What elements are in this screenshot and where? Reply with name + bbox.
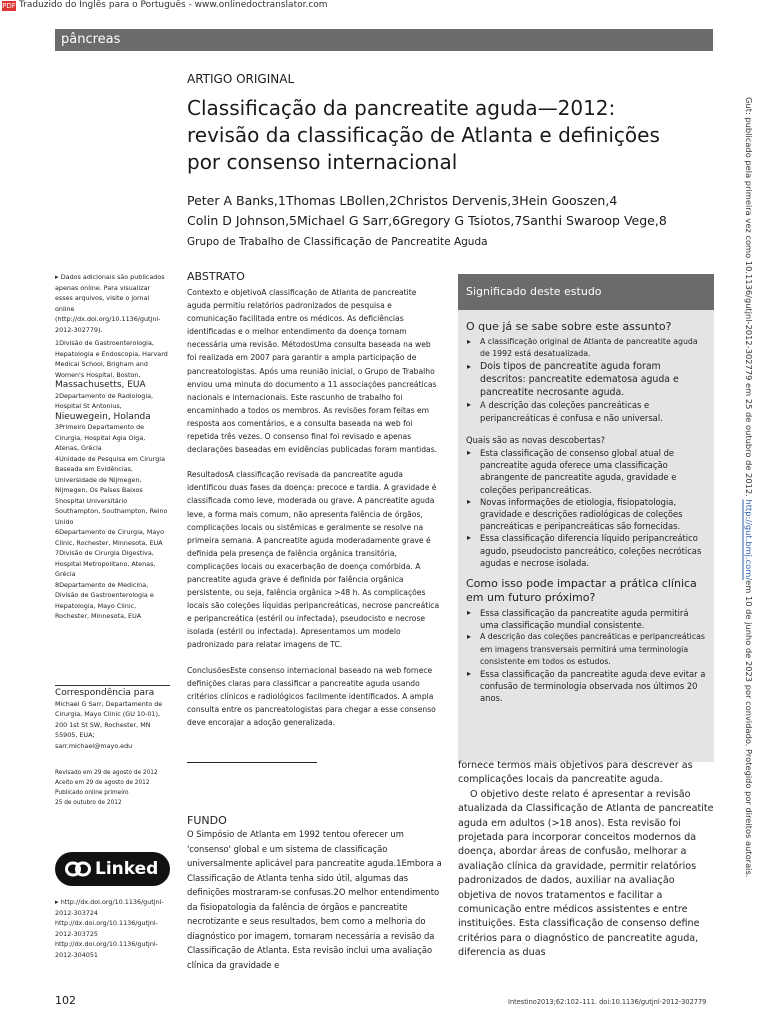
body-paragraph: O objetivo deste relato é apresentar a revisão atualizada da Classificação de Atlanta de pancreatite aguda em adultos (>18 anos). Esta revisão foi projetada para incorporar conceitos modernos da doença, abordar áreas de confusão, melhorar a avaliação clínica da gravidade, permitir relatórios padronizados de dados, auxiliar na avaliação objetiva de novos tratamentos e facilitar a comunicação entre médicos assistentes e entre instituições. Esta classificação de consenso define critérios para o diagnóstico de pancreatite aguda, diferencia as duas bbox=[458, 788, 714, 959]
body-text-right bbox=[458, 759, 714, 961]
linked-label: Linked bbox=[95, 859, 159, 879]
bullet-list bbox=[466, 336, 706, 424]
abstract-paragraph: ConclusõesEste consenso internacional baseado na web fornece definições claras para classificar a pancreatite aguda usando critérios clínicos e radiológicos facilmente identificados. A ampla consulta entre os pancreatologistas para chegar a esse consenso deve encorajar a adoção generalizada. bbox=[187, 665, 436, 727]
bullet-icon: ▸ bbox=[55, 898, 61, 906]
date-line: 25 de outubro de 2012 bbox=[55, 800, 122, 806]
list-item: ▸ A descrição das coleções pancreáticas e peripancreáticas é confusa e não universal. bbox=[466, 399, 706, 423]
article-title: Classificação da pancreatite aguda—2012: revisão da classificação de Atlanta e definições por consenso internacional bbox=[187, 96, 660, 174]
background-paragraph: O Simpósio de Atlanta em 1992 tentou oferecer um 'consenso' global e um sistema de classificação universalmente aplicável para pancreatite aguda.1Embora a Classificação de Atlanta tenha sido útil, algumas das definições mostraram-se confusas.2O melhor entendimento da fisiopatologia da falência de órgãos e pancreatite necrotizante e seus resultados, bem como a melhoria do diagnóstico por imagem, tornaram necessária a revisão da Classificação de Atlanta. Esta revisão inclui uma avaliação clínica da gravidade e bbox=[187, 829, 442, 970]
section-bar: pâncreas bbox=[55, 29, 713, 51]
date-line: Revisado em 29 de agosto de 2012 bbox=[55, 770, 158, 776]
linked-doi[interactable]: http://dx.doi.org/10.1136/gutjnl-2012-304051 bbox=[55, 940, 158, 959]
abstract-paragraph: ResultadosA classificação revisada da pancreatite aguda identificou duas fases da doença: precoce e tardia. A gravidade é classificada como leve, moderada ou grave. A pancreatite aguda leve, a forma mais comum, não apresenta falência de órgãos, complicações locais ou sistêmicas e geralmente se resolve na primeira semana. A pancreatite aguda moderadamente grave é definida pela presença de falência orgânica transitória, complicações locais ou exacerbação de doença comórbida. A pancreatite aguda grave é definida por falência orgânica persistente, ou seja, falência orgânica >48 h. As complicações locais são coleções líquidas peripancreáticas, necrose pancreática e peripancreática (estéril ou infectada), pseudocisto e necrose isolada (estéril ou infectada). Apresentamos um modelo padronizado para relatar imagens de TC. bbox=[187, 470, 440, 650]
working-group: Grupo de Trabalho de Classificação de Pancreatite Aguda bbox=[187, 236, 488, 248]
list-item: ▸ Essa classificação diferencia líquido peripancreático agudo, pseudocisto pancreático, coleções necróticas agudas e necrose isolada. bbox=[466, 532, 706, 569]
affiliation: 6Departamento de Cirurgia, Mayo Clinic, Rochester, Minnesota, EUA bbox=[55, 528, 164, 547]
list-item: ▸ A classificação original de Atlanta de pancreatite aguda de 1992 está desatualizada. bbox=[466, 336, 706, 360]
question-subheading: Quais são as novas descobertas? bbox=[466, 434, 606, 445]
authors-line-1: Peter A Banks,1Thomas LBollen,2Christos Dervenis,3Hein Gooszen,4 bbox=[187, 193, 618, 208]
list-item: ▸ Novas informações de etiologia, fisiopatologia, gravidade e descrições radiológicas de coleções pancreáticas e peripancreáticas são fornecidas. bbox=[466, 496, 706, 533]
side-note-text-end: em 10 de junho de 2023 por convidado. Protegido por direitos autorais. bbox=[744, 580, 754, 878]
affiliation: 5hospital Universitário Southampton, Southampton, Reino Unido bbox=[55, 496, 168, 526]
document-icon: PDF bbox=[2, 2, 16, 10]
affiliation: 2Departamento de Radiologia, Hospital St Antonius, bbox=[55, 391, 154, 410]
affiliation: Massachusetts, EUA bbox=[55, 380, 146, 390]
chain-link-icon bbox=[65, 861, 91, 877]
translator-banner-text: Traduzido do Inglês para o Português - www.onlinedoctranslator.com bbox=[19, 0, 328, 10]
correspondence-text: Michael G Sarr, Departamento de Cirurgia, Mayo Clinic (GU 10-01), 200 1st St SW, Rochester, MN 55905, EUA; sarr.michael@mayo.edu bbox=[55, 699, 163, 750]
translator-banner[interactable] bbox=[0, 0, 328, 14]
affiliation: Nieuwegein, Holanda bbox=[55, 411, 151, 422]
linked-doi-text[interactable]: http://dx.doi.org/10.1136/gutjnl-2012-303724 bbox=[55, 898, 164, 917]
list-item: ▸ A descrição das coleções pancreáticas e peripancreáticas em imagens transversais permitirá uma terminologia consistente em todos os estudos. bbox=[466, 631, 706, 668]
question-heading: Como isso pode impactar a prática clínica em um futuro próximo? bbox=[466, 577, 697, 605]
bullet-list bbox=[466, 447, 706, 569]
significance-box-header: Significado deste estudo bbox=[458, 274, 714, 310]
extra-data-note bbox=[55, 272, 170, 335]
article-type: ARTIGO ORIGINAL bbox=[187, 72, 295, 86]
list-item: ▸ Essa classificação da pancreatite aguda deve evitar a confusão de terminologia observada nos últimos 20 anos. bbox=[466, 668, 706, 705]
date-line: Aceito em 29 de agosto de 2012 bbox=[55, 780, 150, 786]
linked-doi[interactable] bbox=[55, 897, 170, 918]
question-heading: O que já se sabe sobre este assunto? bbox=[466, 320, 672, 333]
affiliation: 3Primeiro Departamento de Cirurgia, Hospital Agia Olga, Atenas, Grécia bbox=[55, 423, 146, 452]
footer-citation: Intestino2013;62:102–111. doi:10.1136/gutjnl-2012-302779 bbox=[508, 998, 707, 1006]
authors-line-2: Colin D Johnson,5Michael G Sarr,6Gregory G Tsiotos,7Santhi Swaroop Vege,8 bbox=[187, 213, 667, 228]
affiliation: 4Unidade de Pesquisa em Cirurgia Baseada em Evidências, Universidade de Nijmegen, Nijmegen, Os Países Baixos bbox=[55, 454, 165, 494]
body-paragraph: fornece termos mais objetivos para descrever as complicações locais da pancreatite aguda. bbox=[458, 760, 693, 786]
correspondence bbox=[55, 685, 170, 751]
page-number: 102 bbox=[55, 994, 76, 1007]
affiliation: 1Divisão de Gastroenterologia, Hepatologia e Endoscopia, Harvard Medical School, Brigham and Women's Hospital, Boston, bbox=[55, 339, 168, 379]
publication-dates bbox=[55, 768, 170, 808]
correspondence-heading: Correspondência para bbox=[55, 688, 155, 698]
background-heading: FUNDO bbox=[187, 814, 227, 827]
affiliations bbox=[55, 338, 170, 622]
side-publication-note bbox=[744, 97, 754, 877]
bullet-list bbox=[466, 607, 706, 705]
abstract-paragraph: Contexto e objetivoA classificação de Atlanta de pancreatite aguda permitiu relatórios padronizados de pesquisa e comunicação facilitada entre os médicos. As deficiências identificadas e o melhor entendimento da doença tornam necessária uma revisão. MétodosUma consulta baseada na web foi realizada em 2007 para garantir a ampla participação de pancreatologistas. Após uma reunião inicial, o Grupo de Trabalho enviou uma minuta do documento a 11 associações pancreáticas nacionais e internacionais. Este rascunho de trabalho foi encaminhado a todos os membros. As revisões foram feitas em resposta aos comentários, e a consulta baseada na web foi repetida três vezes. O consenso final foi revisado e apenas declarações baseadas em evidências publicadas foram mantidas. bbox=[187, 288, 438, 455]
background-section bbox=[187, 814, 442, 972]
linked-doi[interactable]: http://dx.doi.org/10.1136/gutjnl-2012-303725 bbox=[55, 919, 158, 938]
list-item: ▸ Essa classificação da pancreatite aguda permitirá uma classificação mundial consistente. bbox=[466, 607, 706, 631]
list-item: ▸ Esta classificação de consenso global atual de pancreatite aguda oferece uma classificação abrangente de pancreatite aguda, gravidade e coleções peripancreáticas. bbox=[466, 447, 706, 496]
date-line: Publicado online primeiro bbox=[55, 790, 129, 796]
bullet-icon: ▸ bbox=[55, 273, 61, 281]
affiliation: 8Departamento de Medicina, Divisão de Gastroenterologia e Hepatologia, Mayo Clinic, Rochester, Minnesota, EUA bbox=[55, 580, 154, 620]
side-note-link[interactable]: http://gut.bmj.com/ bbox=[744, 499, 754, 581]
extra-data-text: Dados adicionais são publicados apenas online. Para visualizar esses arquivos, visite o jornal online (http://dx.doi.org/10.1136/gutjnl-2012-302779). bbox=[55, 273, 165, 334]
abstract-heading: ABSTRATO bbox=[187, 270, 245, 283]
linked-logo bbox=[55, 852, 170, 886]
list-item: ▸ Dois tipos de pancreatite aguda foram descritos: pancreatite edematosa aguda e pancreatite necrosante aguda. bbox=[466, 360, 706, 399]
significance-box bbox=[458, 310, 714, 762]
side-note-text: Gut: publicado pela primeira vez como 10.1136/gutjnl-2012-302779 em 25 de outubro de 2012. bbox=[744, 97, 754, 497]
divider bbox=[187, 762, 317, 763]
linked-articles bbox=[55, 897, 170, 960]
affiliation: 7Divisão de Cirurgia Digestiva, Hospital Metropolitano, Atenas, Grécia bbox=[55, 549, 156, 578]
abstract bbox=[187, 270, 442, 741]
